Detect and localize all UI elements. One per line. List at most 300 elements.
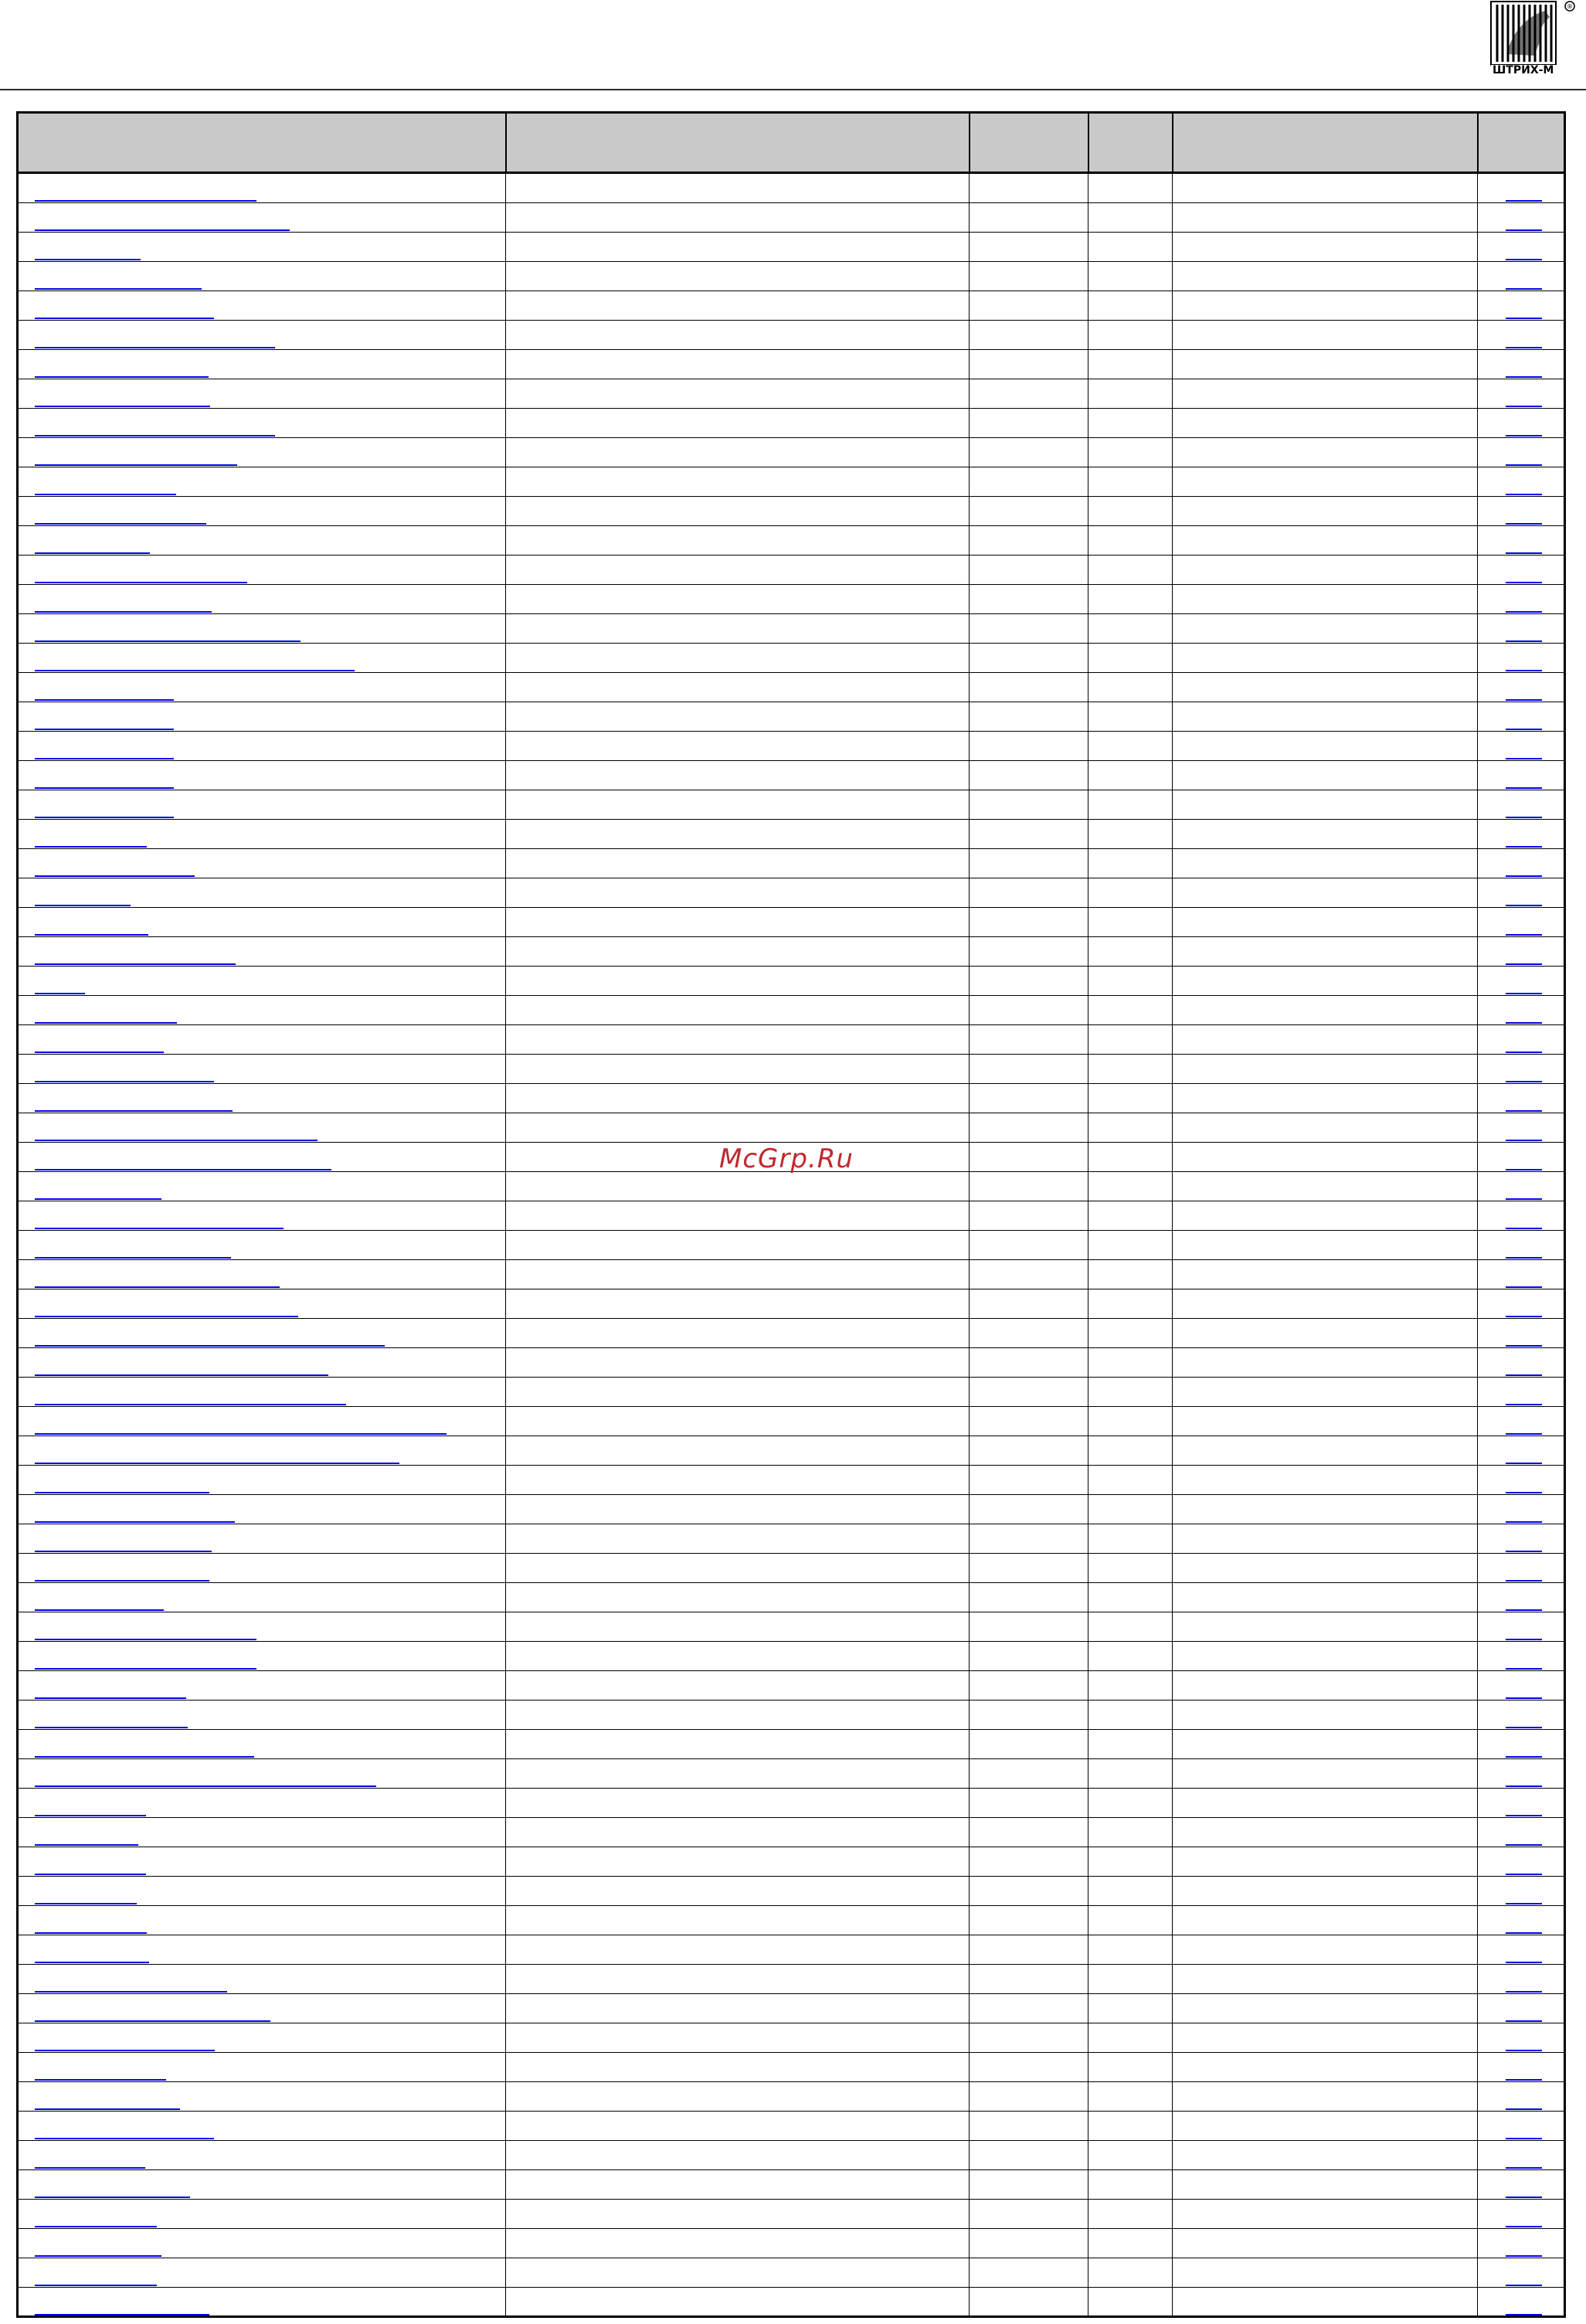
column-divider bbox=[969, 996, 970, 1024]
row-page-link[interactable] bbox=[1506, 2108, 1542, 2110]
table-row bbox=[19, 908, 1564, 937]
column-divider bbox=[1172, 350, 1173, 379]
column-divider bbox=[505, 2200, 506, 2228]
column-divider bbox=[1172, 790, 1173, 819]
table-row bbox=[19, 761, 1564, 790]
column-divider bbox=[1172, 937, 1173, 966]
row-title-link[interactable] bbox=[35, 640, 301, 642]
row-page-link[interactable] bbox=[1506, 1022, 1542, 1024]
table-row bbox=[19, 2112, 1564, 2141]
column-divider bbox=[1477, 820, 1478, 848]
column-divider bbox=[969, 1348, 970, 1377]
column-divider bbox=[969, 820, 970, 848]
row-page-link[interactable] bbox=[1506, 406, 1542, 407]
column-divider bbox=[1477, 1231, 1478, 1259]
column-divider bbox=[505, 291, 506, 320]
row-page-link[interactable] bbox=[1506, 494, 1542, 495]
column-divider bbox=[1172, 1055, 1173, 1083]
column-divider bbox=[969, 702, 970, 731]
column-divider bbox=[1172, 1466, 1173, 1494]
row-title-link[interactable] bbox=[35, 1991, 227, 1993]
table-row bbox=[19, 1847, 1564, 1877]
row-page-link[interactable] bbox=[1506, 1345, 1542, 1347]
table-row bbox=[19, 1055, 1564, 1084]
table-row bbox=[19, 350, 1564, 379]
row-page-link[interactable] bbox=[1506, 1639, 1542, 1640]
table-row bbox=[19, 2200, 1564, 2229]
column-divider bbox=[1477, 1730, 1478, 1758]
row-page-link[interactable] bbox=[1506, 787, 1542, 789]
column-divider bbox=[1477, 1172, 1478, 1201]
row-page-link[interactable] bbox=[1506, 1668, 1542, 1670]
column-divider bbox=[969, 1201, 970, 1230]
row-page-link[interactable] bbox=[1506, 376, 1542, 378]
row-page-link[interactable] bbox=[1506, 905, 1542, 906]
row-title-link[interactable] bbox=[35, 464, 237, 466]
row-title-link[interactable] bbox=[35, 2197, 190, 2198]
column-divider bbox=[1172, 2229, 1173, 2258]
row-title-link[interactable] bbox=[35, 817, 174, 818]
row-page-link[interactable] bbox=[1506, 582, 1542, 583]
column-divider bbox=[1172, 409, 1173, 437]
row-title-link[interactable] bbox=[35, 347, 275, 348]
row-title-link[interactable] bbox=[35, 229, 290, 231]
column-divider bbox=[1172, 1789, 1173, 1817]
column-divider bbox=[1477, 644, 1478, 672]
column-divider bbox=[505, 2023, 506, 2052]
column-divider bbox=[969, 1260, 970, 1289]
row-page-link[interactable] bbox=[1506, 1374, 1542, 1376]
row-title-link[interactable] bbox=[35, 993, 85, 994]
row-page-link[interactable] bbox=[1506, 1580, 1542, 1582]
row-page-link[interactable] bbox=[1506, 523, 1542, 525]
row-title-link[interactable] bbox=[35, 1052, 164, 1053]
table-row bbox=[19, 1818, 1564, 1847]
column-divider bbox=[969, 1906, 970, 1935]
row-title-link[interactable] bbox=[35, 1844, 138, 1846]
row-page-link[interactable] bbox=[1506, 347, 1542, 348]
row-title-link[interactable] bbox=[35, 963, 236, 965]
row-title-link[interactable] bbox=[35, 787, 174, 789]
column-divider bbox=[969, 1378, 970, 1406]
column-divider bbox=[1477, 1113, 1478, 1142]
row-page-link[interactable] bbox=[1506, 1785, 1542, 1787]
column-divider bbox=[1172, 467, 1173, 496]
row-page-link[interactable] bbox=[1506, 435, 1542, 437]
table-row bbox=[19, 1319, 1564, 1348]
header-divider-4 bbox=[1172, 114, 1173, 172]
row-title-link[interactable] bbox=[35, 1257, 231, 1259]
row-title-link[interactable] bbox=[35, 1022, 177, 1024]
row-title-link[interactable] bbox=[35, 2226, 157, 2227]
column-divider bbox=[1477, 908, 1478, 936]
row-title-link[interactable] bbox=[35, 288, 202, 290]
table-row bbox=[19, 1348, 1564, 1378]
row-title-link[interactable] bbox=[35, 1316, 298, 1317]
row-page-link[interactable] bbox=[1506, 2138, 1542, 2139]
row-title-link[interactable] bbox=[35, 2079, 166, 2081]
row-title-link[interactable] bbox=[35, 1903, 137, 1904]
row-title-link[interactable] bbox=[35, 523, 206, 525]
column-divider bbox=[505, 1348, 506, 1377]
row-title-link[interactable] bbox=[35, 494, 176, 495]
column-divider bbox=[1477, 1466, 1478, 1494]
column-divider bbox=[969, 614, 970, 643]
row-title-link[interactable] bbox=[35, 1169, 331, 1170]
table-row bbox=[19, 467, 1564, 497]
row-page-link[interactable] bbox=[1506, 288, 1542, 290]
row-title-link[interactable] bbox=[35, 1198, 161, 1200]
column-divider bbox=[1477, 732, 1478, 760]
row-page-link[interactable] bbox=[1506, 729, 1542, 730]
row-title-link[interactable] bbox=[35, 552, 150, 554]
row-title-link[interactable] bbox=[35, 376, 209, 378]
column-divider bbox=[969, 1759, 970, 1788]
row-page-link[interactable] bbox=[1506, 1140, 1542, 1141]
row-page-link[interactable] bbox=[1506, 464, 1542, 466]
column-divider bbox=[969, 937, 970, 966]
column-divider bbox=[969, 1877, 970, 1905]
row-page-link[interactable] bbox=[1506, 1727, 1542, 1728]
row-page-link[interactable] bbox=[1506, 2050, 1542, 2051]
row-page-link[interactable] bbox=[1506, 934, 1542, 936]
column-divider bbox=[969, 2141, 970, 2169]
header-divider-3 bbox=[1088, 114, 1089, 172]
row-title-link[interactable] bbox=[35, 1962, 149, 1963]
row-page-link[interactable] bbox=[1506, 1257, 1542, 1259]
column-divider bbox=[505, 1789, 506, 1817]
row-title-link[interactable] bbox=[35, 2285, 157, 2286]
column-divider bbox=[1172, 1436, 1173, 1465]
column-divider bbox=[1477, 1407, 1478, 1436]
row-title-link[interactable] bbox=[35, 1463, 399, 1464]
row-page-link[interactable] bbox=[1506, 758, 1542, 759]
column-divider bbox=[969, 497, 970, 525]
column-divider bbox=[1477, 2023, 1478, 2052]
column-divider bbox=[505, 1554, 506, 1582]
row-page-link[interactable] bbox=[1506, 2255, 1542, 2257]
row-title-link[interactable] bbox=[35, 1345, 385, 1347]
column-divider bbox=[969, 409, 970, 437]
column-divider bbox=[1477, 2082, 1478, 2111]
column-divider bbox=[969, 438, 970, 467]
column-divider bbox=[1172, 761, 1173, 790]
column-divider bbox=[1172, 1642, 1173, 1670]
row-page-link[interactable] bbox=[1506, 1492, 1542, 1493]
row-title-link[interactable] bbox=[35, 1785, 376, 1787]
row-page-link[interactable] bbox=[1506, 1962, 1542, 1963]
row-title-link[interactable] bbox=[35, 1521, 235, 1523]
row-page-link[interactable] bbox=[1506, 1433, 1542, 1435]
column-divider bbox=[969, 379, 970, 408]
column-divider bbox=[969, 1143, 970, 1171]
row-page-link[interactable] bbox=[1506, 1756, 1542, 1758]
row-title-link[interactable] bbox=[35, 905, 131, 906]
column-divider bbox=[1477, 2229, 1478, 2258]
row-page-link[interactable] bbox=[1506, 1404, 1542, 1405]
column-divider bbox=[1477, 497, 1478, 525]
row-title-link[interactable] bbox=[35, 1110, 233, 1112]
column-divider bbox=[505, 937, 506, 966]
table-row bbox=[19, 497, 1564, 526]
row-title-link[interactable] bbox=[35, 2255, 161, 2257]
row-title-link[interactable] bbox=[35, 406, 210, 407]
column-divider bbox=[505, 2170, 506, 2199]
row-page-link[interactable] bbox=[1506, 200, 1542, 202]
column-divider bbox=[1477, 614, 1478, 643]
row-page-link[interactable] bbox=[1506, 963, 1542, 965]
row-page-link[interactable] bbox=[1506, 1815, 1542, 1816]
column-divider bbox=[1477, 878, 1478, 907]
row-title-link[interactable] bbox=[35, 1697, 186, 1699]
column-divider bbox=[1172, 1025, 1173, 1054]
row-page-link[interactable] bbox=[1506, 1521, 1542, 1523]
column-divider bbox=[505, 203, 506, 232]
row-title-link[interactable] bbox=[35, 582, 247, 583]
row-page-link[interactable] bbox=[1506, 2167, 1542, 2169]
table-row bbox=[19, 1289, 1564, 1319]
column-divider bbox=[1172, 849, 1173, 878]
row-title-link[interactable] bbox=[35, 758, 174, 759]
row-title-link[interactable] bbox=[35, 1609, 164, 1611]
column-divider bbox=[505, 967, 506, 995]
column-divider bbox=[1172, 379, 1173, 408]
column-divider bbox=[1477, 1143, 1478, 1171]
column-divider bbox=[1172, 2258, 1173, 2287]
column-divider bbox=[1477, 1348, 1478, 1377]
column-divider bbox=[1172, 526, 1173, 555]
row-title-link[interactable] bbox=[35, 1668, 256, 1670]
row-title-link[interactable] bbox=[35, 846, 147, 848]
row-page-link[interactable] bbox=[1506, 1697, 1542, 1699]
column-divider bbox=[1172, 1201, 1173, 1230]
row-title-link[interactable] bbox=[35, 2108, 180, 2110]
column-divider bbox=[505, 614, 506, 643]
column-divider bbox=[969, 1642, 970, 1670]
row-title-link[interactable] bbox=[35, 611, 212, 613]
column-divider bbox=[505, 1642, 506, 1670]
row-page-link[interactable] bbox=[1506, 1903, 1542, 1904]
row-title-link[interactable] bbox=[35, 1140, 318, 1141]
column-divider bbox=[1477, 1436, 1478, 1465]
row-title-link[interactable] bbox=[35, 2314, 209, 2316]
row-page-link[interactable] bbox=[1506, 1081, 1542, 1082]
column-divider bbox=[505, 1495, 506, 1524]
column-divider bbox=[1477, 1319, 1478, 1347]
row-title-link[interactable] bbox=[35, 1639, 256, 1640]
row-page-link[interactable] bbox=[1506, 1874, 1542, 1875]
row-page-link[interactable] bbox=[1506, 229, 1542, 231]
column-divider bbox=[505, 1965, 506, 1993]
row-title-link[interactable] bbox=[35, 1404, 346, 1405]
column-divider bbox=[1477, 967, 1478, 995]
column-divider bbox=[505, 1935, 506, 1964]
row-page-link[interactable] bbox=[1506, 259, 1542, 260]
table-row bbox=[19, 1701, 1564, 1730]
row-page-link[interactable] bbox=[1506, 318, 1542, 319]
row-title-link[interactable] bbox=[35, 1815, 146, 1816]
table-row bbox=[19, 1554, 1564, 1583]
column-divider bbox=[969, 1789, 970, 1817]
table-row bbox=[19, 174, 1564, 203]
column-divider bbox=[1172, 2170, 1173, 2199]
column-divider bbox=[1477, 409, 1478, 437]
row-page-link[interactable] bbox=[1506, 2079, 1542, 2081]
row-page-link[interactable] bbox=[1506, 2197, 1542, 2198]
column-divider bbox=[969, 878, 970, 907]
row-title-link[interactable] bbox=[35, 934, 148, 936]
row-title-link[interactable] bbox=[35, 1081, 214, 1082]
column-divider bbox=[505, 1172, 506, 1201]
column-divider bbox=[969, 2288, 970, 2316]
column-divider bbox=[505, 233, 506, 261]
row-title-link[interactable] bbox=[35, 1551, 212, 1552]
table-row bbox=[19, 526, 1564, 556]
row-page-link[interactable] bbox=[1506, 2314, 1542, 2316]
row-title-link[interactable] bbox=[35, 1374, 328, 1376]
row-page-link[interactable] bbox=[1506, 993, 1542, 994]
row-title-link[interactable] bbox=[35, 259, 141, 260]
row-page-link[interactable] bbox=[1506, 1052, 1542, 1053]
row-title-link[interactable] bbox=[35, 1932, 147, 1934]
row-page-link[interactable] bbox=[1506, 1932, 1542, 1934]
row-title-link[interactable] bbox=[35, 1756, 254, 1758]
column-divider bbox=[505, 379, 506, 408]
row-title-link[interactable] bbox=[35, 1874, 146, 1875]
row-title-link[interactable] bbox=[35, 318, 214, 319]
column-divider bbox=[969, 1818, 970, 1847]
column-divider bbox=[505, 1436, 506, 1465]
row-page-link[interactable] bbox=[1506, 611, 1542, 613]
column-divider bbox=[1477, 2141, 1478, 2169]
row-page-link[interactable] bbox=[1506, 1228, 1542, 1229]
column-divider bbox=[505, 467, 506, 496]
column-divider bbox=[1172, 585, 1173, 613]
column-divider bbox=[1172, 1348, 1173, 1377]
row-title-link[interactable] bbox=[35, 699, 174, 701]
row-page-link[interactable] bbox=[1506, 846, 1542, 848]
row-title-link[interactable] bbox=[35, 1286, 280, 1288]
row-page-link[interactable] bbox=[1506, 2226, 1542, 2227]
row-page-link[interactable] bbox=[1506, 1991, 1542, 1993]
column-divider bbox=[969, 1466, 970, 1494]
row-title-link[interactable] bbox=[35, 2050, 215, 2051]
column-divider bbox=[505, 174, 506, 202]
row-title-link[interactable] bbox=[35, 1580, 209, 1582]
row-page-link[interactable] bbox=[1506, 1198, 1542, 1200]
row-page-link[interactable] bbox=[1506, 817, 1542, 818]
row-page-link[interactable] bbox=[1506, 552, 1542, 554]
column-divider bbox=[1172, 2288, 1173, 2316]
column-divider bbox=[969, 1172, 970, 1201]
table-row bbox=[19, 820, 1564, 849]
row-title-link[interactable] bbox=[35, 729, 174, 730]
table-row bbox=[19, 233, 1564, 262]
column-divider bbox=[1172, 2141, 1173, 2169]
column-divider bbox=[969, 262, 970, 290]
row-title-link[interactable] bbox=[35, 2138, 214, 2139]
column-divider bbox=[1172, 203, 1173, 232]
row-page-link[interactable] bbox=[1506, 1551, 1542, 1552]
column-divider bbox=[1477, 849, 1478, 878]
column-divider bbox=[505, 1877, 506, 1905]
column-divider bbox=[505, 1143, 506, 1171]
column-divider bbox=[1172, 291, 1173, 320]
row-page-link[interactable] bbox=[1506, 699, 1542, 701]
column-divider bbox=[969, 321, 970, 349]
table-row bbox=[19, 702, 1564, 732]
column-divider bbox=[1172, 497, 1173, 525]
column-divider bbox=[969, 1289, 970, 1318]
table-row bbox=[19, 967, 1564, 996]
column-divider bbox=[969, 2258, 970, 2287]
row-title-link[interactable] bbox=[35, 2020, 270, 2022]
row-page-link[interactable] bbox=[1506, 1169, 1542, 1170]
table-row bbox=[19, 409, 1564, 438]
row-page-link[interactable] bbox=[1506, 1609, 1542, 1611]
table-row bbox=[19, 732, 1564, 761]
row-title-link[interactable] bbox=[35, 1727, 188, 1728]
row-page-link[interactable] bbox=[1506, 1316, 1542, 1317]
column-divider bbox=[505, 878, 506, 907]
column-divider bbox=[969, 849, 970, 878]
column-divider bbox=[1172, 614, 1173, 643]
row-title-link[interactable] bbox=[35, 1492, 209, 1493]
row-page-link[interactable] bbox=[1506, 640, 1542, 642]
column-divider bbox=[505, 556, 506, 584]
column-divider bbox=[1477, 1201, 1478, 1230]
column-divider bbox=[969, 1407, 970, 1436]
table-row bbox=[19, 790, 1564, 820]
row-title-link[interactable] bbox=[35, 1228, 284, 1229]
row-page-link[interactable] bbox=[1506, 1110, 1542, 1112]
row-title-link[interactable] bbox=[35, 670, 355, 671]
column-divider bbox=[1477, 585, 1478, 613]
row-page-link[interactable] bbox=[1506, 1286, 1542, 1288]
column-divider bbox=[505, 820, 506, 848]
table-row bbox=[19, 673, 1564, 702]
column-divider bbox=[505, 761, 506, 790]
row-page-link[interactable] bbox=[1506, 1844, 1542, 1846]
column-divider bbox=[1172, 1554, 1173, 1582]
column-divider bbox=[505, 1730, 506, 1758]
row-page-link[interactable] bbox=[1506, 2020, 1542, 2022]
table-row bbox=[19, 644, 1564, 673]
row-page-link[interactable] bbox=[1506, 1463, 1542, 1464]
table-row bbox=[19, 1172, 1564, 1201]
table-row bbox=[19, 1025, 1564, 1055]
table-row bbox=[19, 1378, 1564, 1407]
table-row bbox=[19, 1084, 1564, 1113]
row-title-link[interactable] bbox=[35, 875, 195, 877]
column-divider bbox=[1477, 1965, 1478, 1993]
column-divider bbox=[969, 1055, 970, 1083]
row-title-link[interactable] bbox=[35, 1433, 447, 1435]
row-title-link[interactable] bbox=[35, 2167, 145, 2169]
row-title-link[interactable] bbox=[35, 435, 275, 437]
row-page-link[interactable] bbox=[1506, 2285, 1542, 2286]
table-row bbox=[19, 1260, 1564, 1289]
table-row bbox=[19, 2053, 1564, 2082]
row-title-link[interactable] bbox=[35, 200, 256, 202]
column-divider bbox=[969, 350, 970, 379]
row-page-link[interactable] bbox=[1506, 875, 1542, 877]
column-divider bbox=[1172, 174, 1173, 202]
table-row bbox=[19, 2141, 1564, 2170]
column-divider bbox=[1477, 1289, 1478, 1318]
column-divider bbox=[505, 1025, 506, 1054]
row-page-link[interactable] bbox=[1506, 670, 1542, 671]
